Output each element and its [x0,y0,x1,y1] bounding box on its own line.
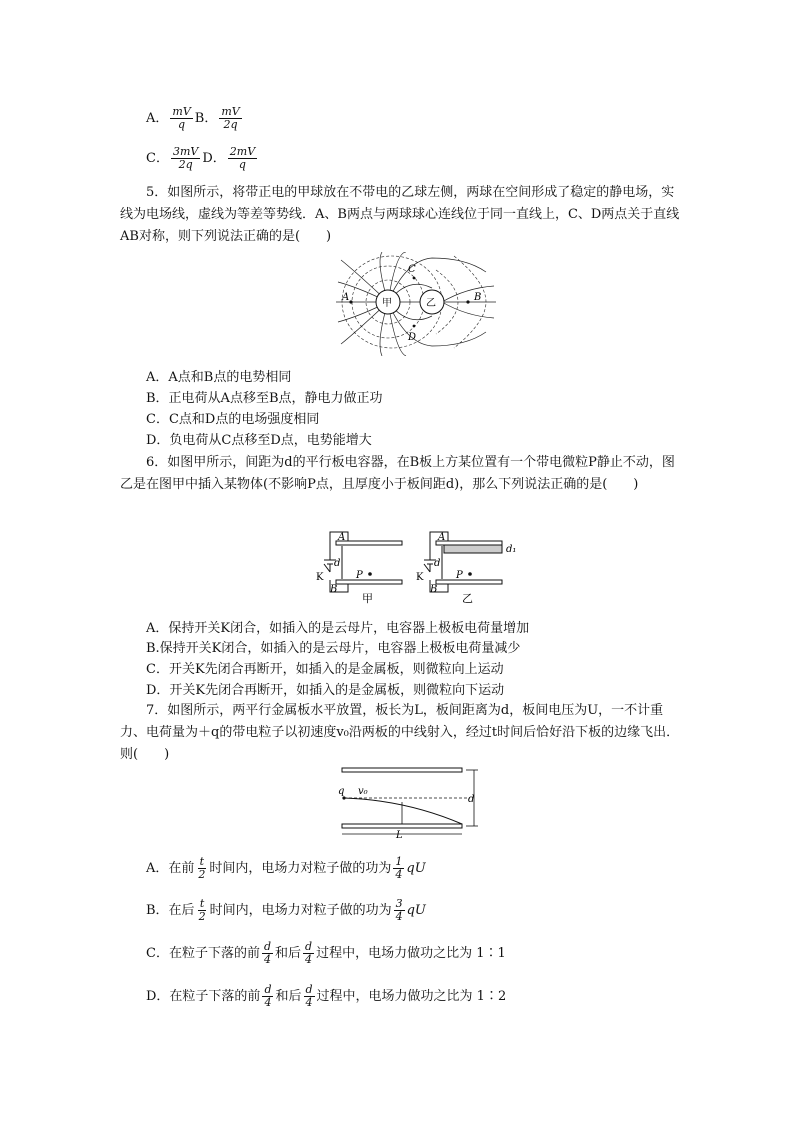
q4-option-c-label: C． [146,151,169,166]
q7-option-d-second-fraction: $\frac{d}{4}$ [305,983,313,1009]
q7-option-c: C．在粒子下落的前 $\frac{d}{4}$ 和后 $\frac{d}{4}$ 过程中，电场力做功之比为 1∶1 [146,940,506,966]
q4-option-a-label: A． [146,111,169,126]
q7-deflection-figure [336,764,486,840]
q6-fig-yi-plate-a: A [438,532,446,543]
q4-option-row-cd [146,146,259,171]
q4-option-b-label: B． [194,111,218,126]
q6-option-c: C．开关K先闭合再断开，如插入的是金属板，则微粒向上运动 [146,662,504,677]
q6-fig-yi-d1: d₁ [506,544,517,555]
q5-fig-point-d: D [408,332,417,343]
q4-option-c-fraction: $\frac{3mV}{2q}$ [172,145,199,171]
q7-option-b-time-fraction: $\frac{t}{2}$ [198,897,206,923]
q7-option-a-coef-fraction: $\frac{1}{4}$ [395,855,403,881]
q5-option-d: D．负电荷从C点移至D点，电势能增大 [146,433,372,448]
q6-option-d: D．开关K先闭合再断开，如插入的是金属板，则微粒向下运动 [146,683,505,698]
q6-fig-yi-particle: P [456,570,463,581]
q4-option-b-fraction: $\frac{mV}{2q}$ [221,105,240,131]
q6-fig-jia-caption: 甲 [362,592,373,605]
q5-stem: 5．如图所示，将带正电的甲球放在不带电的乙球左侧，两球在空间形成了稳定的静电场，实线为电场线，虚线为等差等势线．A、B两点与两球球心连线位于同一直线上，C、D两点关于直线AB对称，则下列说法正确的是( ) [120,185,680,244]
q7-option-a: A．在前 $\frac{t}{2}$ 时间内，电场力对粒子做的功为 $\frac{1}{4}$ qU [146,855,426,881]
q7-option-b-coef-fraction: $\frac{3}{4}$ [395,897,403,923]
q5-fig-point-a: A [342,292,350,303]
q6-fig-jia-plate-b: B [330,584,338,595]
q6-fig-jia-distance: d [334,558,341,569]
q7-fig-distance-d: d [468,794,475,805]
q7-option-b: B．在后 $\frac{t}{2}$ 时间内，电场力对粒子做的功为 $\frac{3}{4}$ qU [146,897,426,923]
q6-fig-jia-switch: K [316,572,324,583]
q6-fig-jia-particle: P [356,570,363,581]
q6-fig-yi-distance: d [434,558,441,569]
q7-stem: 7．如图所示，两平行金属板水平放置，板长为L，板间距离为d，板间电压为U，一不计重力、电荷量为＋q的带电粒子以初速度v₀沿两板的中线射入，经过t时间后恰好沿下板的边缘飞出．则( ) [120,703,680,762]
q6-fig-yi-plate-b: B [430,584,438,595]
q5-option-b: B．正电荷从A点移至B点，静电力做正功 [146,391,383,406]
q7-option-a-time-fraction: $\frac{t}{2}$ [198,855,206,881]
q6-option-b: B.保持开关K闭合，如插入的是云母片，电容器上极板电荷量减少 [146,641,521,656]
q4-option-d-fraction: $\frac{2mV}{q}$ [229,145,256,171]
q7-fig-length-l: L [396,830,403,840]
q6-fig-yi-caption: 乙 [462,592,473,605]
q4-option-row-ab [146,106,244,131]
q5-fig-yi-label: 乙 [426,298,436,309]
q7-option-c-second-fraction: $\frac{d}{4}$ [305,940,313,966]
q5-option-c: C．C点和D点的电场强度相同 [146,412,320,427]
q5-fig-point-b: B [474,292,482,303]
q7-option-d: D．在粒子下落的前 $\frac{d}{4}$ 和后 $\frac{d}{4}$ 过程中，电场力做功之比为 1∶2 [146,983,507,1009]
q6-capacitor-figure [300,522,536,608]
q5-fig-point-c: C [408,264,416,275]
q4-option-d-label: D． [202,151,226,166]
q5-fig-jia-label: 甲 [382,298,392,309]
q7-fig-velocity-v0: v₀ [358,786,368,797]
q5-electric-field-figure [336,252,496,356]
q6-fig-jia-plate-a: A [338,532,346,543]
q6-stem: 6．如图甲所示，间距为d的平行板电容器，在B板上方某位置有一个带电微粒P静止不动，图乙是在图甲中插入某物体(不影响P点，且厚度小于板间距d)，那么下列说法正确的是( ) [120,455,675,492]
q6-fig-yi-switch: K [416,572,424,583]
q7-fig-charge-q: q [338,786,345,797]
q6-option-a: A．保持开关K闭合，如插入的是云母片，电容器上极板电荷量增加 [146,621,530,636]
q4-option-a-fraction: $\frac{mV}{q}$ [172,105,191,131]
q5-option-a: A．A点和B点的电势相同 [146,370,292,385]
q7-option-d-first-fraction: $\frac{d}{4}$ [264,983,272,1009]
q7-option-c-first-fraction: $\frac{d}{4}$ [263,940,271,966]
